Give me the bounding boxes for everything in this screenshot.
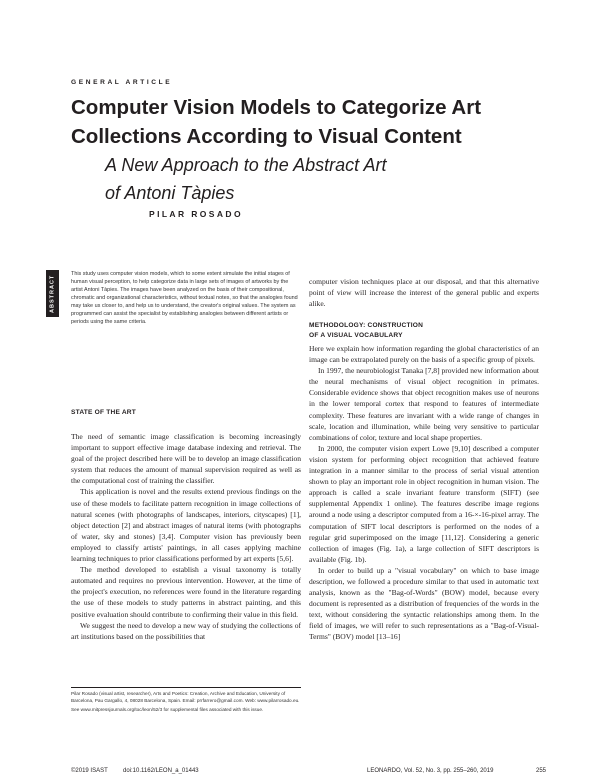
title-line: Collections According to Visual Content xyxy=(71,125,462,148)
paragraph: The method developed to establish a visual taxonomy is totally automated and requires no previous intervention. However, at the time of the project's execution, no references were found in the literature regarding the use of these models to study patterns in abstract painting, and this positive evaluation should contribute to confirming their value in this field. xyxy=(71,565,301,619)
column-right xyxy=(309,276,539,309)
supplement-note: See www.mitpressjournals.org/toc/leon/52/3 for supplemental files associated with this issue. xyxy=(71,707,264,712)
paragraph: We suggest the need to develop a new way of studying the collections of art institutions based on the possibilities that xyxy=(71,620,301,641)
paragraph: In 2000, the computer vision expert Lowe [9,10] described a computer vision system for performing object recognition that achieved feature integration in a manner similar to the process of serial visual attention shown to play an important role in object recognition in human vision. The approach is called a scale invariant feature transform (SIFT) (see supplemental Appendix 1 online). The features describe image regions around a node using a descriptor computed from a 16-×-16-pixel array. The computation of SIFT local descriptors is performed on the nodes of a regular grid superimposed on the image [11,12]. Considering a generic collection of images (Fig. 1a), a large collection of SIFT descriptors is available (Fig. 1b). xyxy=(309,443,539,564)
heading-line: OF A VISUAL VOCABULARY xyxy=(309,331,403,339)
page-number: 255 xyxy=(536,768,547,774)
paragraph: Here we explain how information regarding the global characteristics of an image can be extrapolated purely on the basis of a specific group of pixels. xyxy=(309,344,539,365)
section-heading-methodology xyxy=(309,321,423,340)
article-type-label: GENERAL ARTICLE xyxy=(71,79,173,86)
footer-journal: LEONARDO, Vol. 52, No. 3, pp. 255–260, 2019 xyxy=(367,768,494,774)
footnote-rule xyxy=(71,687,301,688)
paragraph: computer vision techniques place at our disposal, and that this alternative point of view will increase the interest of the general public and experts alike. xyxy=(309,277,539,309)
paragraph: The need of semantic image classification is becoming increasingly important to support effective image database indexing and retrieval. The goal of the project described here will be to develop an image classification system that reduces the amount of manual supervision required as well as the computational cost of training the classifier. xyxy=(71,432,301,486)
paragraph: This application is novel and the results extend previous findings on the use of these models to facilitate pattern recognition in image collections of natural scenes (with photographs of landscapes, interiors, cityscapes) [1], object detection [2] and abstract images of natural items (with photographs of water, sky and stones) [3,4]. Computer vision has previously been employed to classify artists' paintings, in all cases applying machine learning techniques to prior classifications performed by art experts [5,6]. xyxy=(71,487,301,564)
abstract-tab-label: ABSTRACT xyxy=(49,274,56,313)
paragraph: In order to build up a "visual vocabulary" on which to base image description, we followed a procedure similar to that used in automatic text analysis, known as the "Bag-of-Words" (BOW) model, because every document is represented as a distribution of frequencies of the words in the text, without considering the syntactic relationships among them. In the field of images, we will refer to such representations as a "Bag-of-Visual-Terms" (BOV) model [13–16] xyxy=(309,565,539,642)
article-subtitle xyxy=(105,152,386,207)
paragraph: In 1997, the neurobiologist Tanaka [7,8] provided new information about the neural mechanisms of visual object recognition in primates. Considerable evidence shows that object recognition makes use of neurons in the lower temporal cortex that respond to features of intermediate complexity. These features are invariant with a wide range of changes in scale, location and illumination, while being very sensitive to particular combinations of color, texture and local shape properties. xyxy=(309,366,539,442)
heading-line: METHODOLOGY: CONSTRUCTION xyxy=(309,322,424,329)
footer-doi: doi:10.1162/LEON_a_01443 xyxy=(123,768,199,774)
section-heading-state-of-the-art: STATE OF THE ART xyxy=(71,409,136,416)
title-line: Computer Vision Models to Categorize Art xyxy=(71,96,482,119)
column-right-body xyxy=(309,343,539,643)
author-note: Pilar Rosado (visual artist, researcher), Arts and Poetics: Creation, Archive and Education, University of Barcelona, Pau Gargallo, 4, 08028 Barcelona, Spain. Email: prrfarrero@gmail.com. Web: www.pilarrosado.eu. xyxy=(71,691,300,703)
abstract-text: This study uses computer vision models, which to some extent simulate the initial stages of human visual perception, to help categorize data in large sets of images of artworks by the artist Antoni Tàpies. The images have been analyzed on the basis of their compositional, chromatic and organizational characteristics, without textual notes, so that the analogies found may take us closer to, and help us to understand, the creator's original values. The system as programmed can assist the specialist by establishing analogies between different artists or periods using the same criteria. xyxy=(71,271,298,326)
footnote xyxy=(71,690,301,715)
subtitle-line: of Antoni Tàpies xyxy=(105,182,235,203)
article-title xyxy=(71,93,541,151)
author-name: PILAR ROSADO xyxy=(149,209,243,219)
abstract-tab xyxy=(46,270,59,317)
footer-copyright: ©2019 ISAST xyxy=(71,768,108,774)
subtitle-line: A New Approach to the Abstract Art xyxy=(105,155,387,175)
column-left xyxy=(71,431,301,642)
